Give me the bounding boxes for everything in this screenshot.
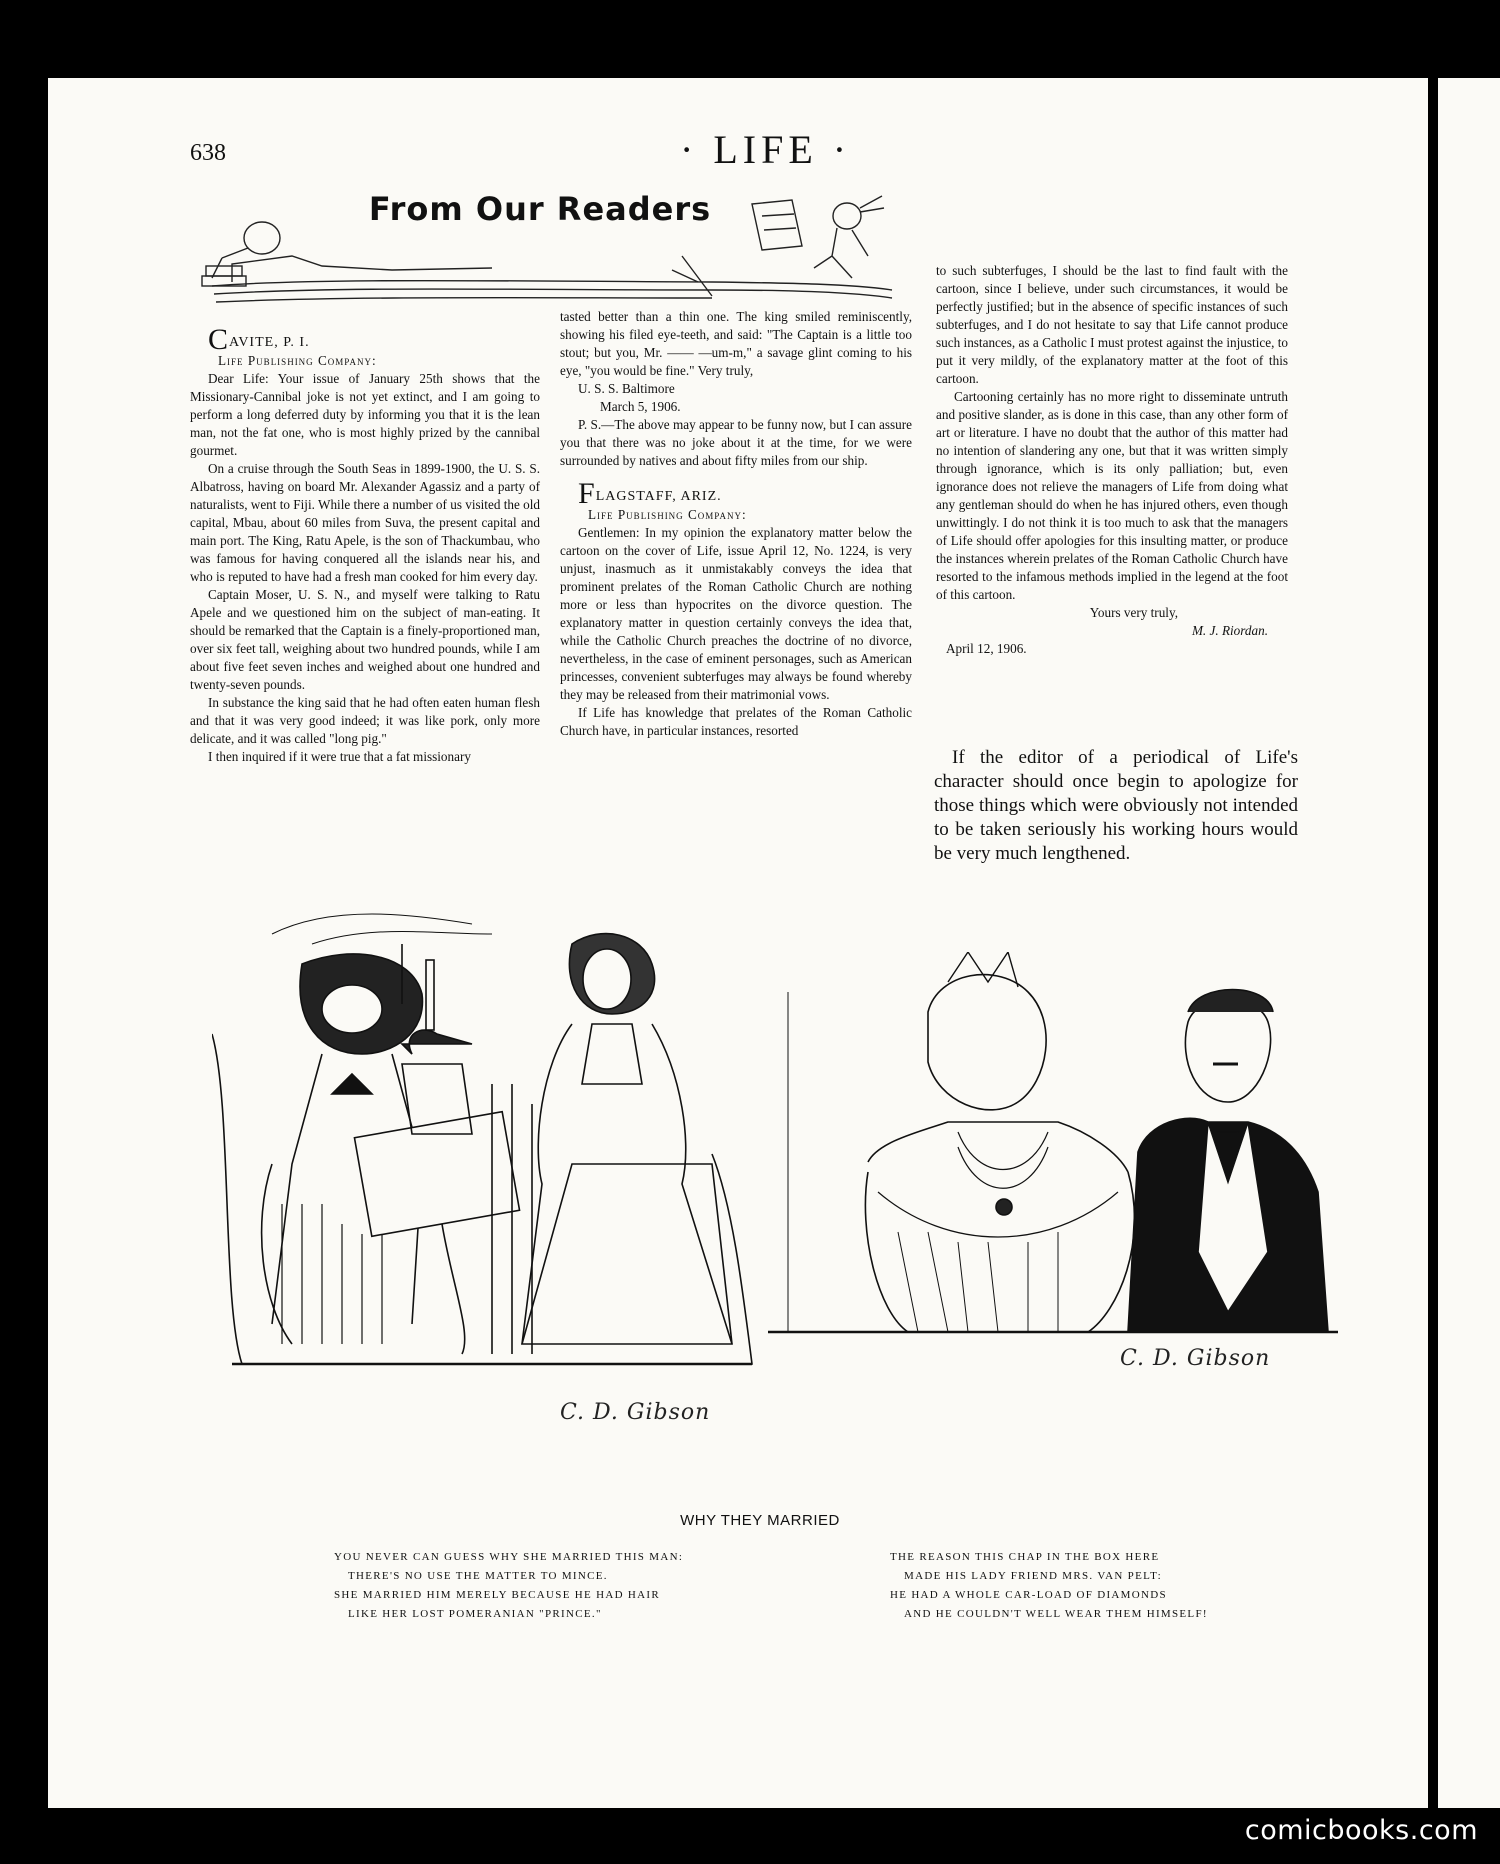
verse-line: HE HAD A WHOLE CAR-LOAD OF DIAMONDS: [890, 1589, 1167, 1601]
verse-line: AND HE COULDN'T WELL WEAR THEM HIMSELF!: [904, 1608, 1208, 1620]
letter-paragraph: Gentlemen: In my opinion the explanatory matter below the cartoon on the cover of Life, issue April 12, No. 1224, is very unjust, inasmuch as it unmistakably conveys the idea that prominent prelates of the Roman Catholic Church are nothing more or less than hypocrites on the divorce question. The explanatory matter in question certainly conveys the idea that, while the Catholic Church preaches the doctrine of no divorce, nevertheless, in the case of eminent personages, such as American princesses, convenient subterfuges may always be found whereby they may be released from their matrimonial vows.: [560, 525, 912, 702]
dateline: AVITE, P. I.: [229, 335, 310, 350]
editor-note: If the editor of a periodical of Life's character should once begin to apologize for those things which were obviously not intended to be taken seriously his working hours would be very much lengthened.: [934, 747, 1298, 864]
cartoon-title: WHY THEY MARRIED: [680, 1512, 840, 1529]
section-title: From Our Readers: [368, 190, 712, 228]
cartoon-illustration-right: [768, 952, 1348, 1340]
page-gutter: [1428, 78, 1438, 1808]
letter-paragraph: On a cruise through the South Seas in 1899-1900, the U. S. S. Albatross, having on board Mr. Alexander Agassiz and a party of naturalists, went to Fiji. While there a number of us visited the old capital, Mbau, about 60 miles from Suva, the present capital and main port. The King, Ratu Apele, is the son of Thackumbau, who was famous for having conquered all the islands near his, and who is reputed to have had a fresh man cooked for him every day.: [190, 461, 540, 584]
letter-continuation: tasted better than a thin one. The king smiled reminiscently, showing his filed eye-teeth, and said: "The Captain is a little too stout; but you, Mr. —— —um-m," a savage glint coming to his eye, "you would be fine." Very truly,: [560, 309, 912, 378]
addressee: Life Publishing Company:: [218, 353, 377, 368]
adjacent-page-edge: [1438, 78, 1500, 1808]
page-number: 638: [190, 140, 226, 166]
letter-date: April 12, 1906.: [946, 641, 1027, 656]
letter-paragraph: Captain Moser, U. S. N., and myself were talking to Ratu Apele and we questioned him on the subject of man-eating. It should be remarked that the Captain is a finely-proportioned man, over six feet tall, weighing about two hundred pounds, while I am about five feet seven inches and weighed about one hundred and twenty-seven pounds.: [190, 587, 540, 692]
letter-cavite: [190, 323, 540, 766]
letter-paragraph: In substance the king said that he had often eaten human flesh and that it was very good indeed; it was like pork, only more delicate, and it was called "long pig.": [190, 695, 540, 746]
postscript: P. S.—The above may appear to be funny now, but I can assure you that there was no joke about it at the time, for we were surrounded by natives and about fifty miles from our ship.: [560, 417, 912, 468]
artist-signature-right: C. D. Gibson: [1120, 1346, 1271, 1371]
closing: Yours very truly,: [1089, 605, 1178, 620]
letter-paragraph: I then inquired if it were true that a fat missionary: [208, 749, 471, 764]
artist-signature-left: C. D. Gibson: [560, 1400, 711, 1425]
verse-line: MADE HIS LADY FRIEND MRS. VAN PELT:: [904, 1570, 1162, 1582]
letter-paragraph: Cartooning certainly has no more right to disseminate untruth and positive slander, as is done in this case, than any other form of art or literature. I have no doubt that the author of this matter had no intention of slandering any one, but that it was written simply through ignorance, which is its only palliation; but, even ignorance does not relieve the managers of Life from doing what any gentleman should do when he has injured others, even though unwittingly. I do not think it is too much to ask that the managers of Life should offer apologies for this insulting matter, or produce the instances wherein prelates of the Roman Catholic Church have resorted to the infamous methods implied in the legend at the foot of this cartoon.: [936, 389, 1288, 602]
watermark: comicbooks.com: [1244, 1815, 1478, 1846]
verse-line: LIKE HER LOST POMERANIAN "PRINCE.": [348, 1608, 602, 1620]
column-middle: [560, 308, 912, 740]
verse-line: YOU NEVER CAN GUESS WHY SHE MARRIED THIS MAN:: [334, 1551, 684, 1563]
drop-cap: C: [208, 323, 230, 356]
letter-paragraph: If Life has knowledge that prelates of the Roman Catholic Church have, in particular instances, resorted: [560, 705, 912, 738]
letter-paragraph: to such subterfuges, I should be the last to find fault with the cartoon, since I believe, under such circumstances, it would be perfectly justified; but in the absence of specific instances of such subterfuges, and I do not hesitate to say that Life cannot produce such instances, as a Catholic I must protest against the injustice, to put it very mildly, of the explanatory matter at the foot of this cartoon.: [936, 263, 1288, 386]
verse-right: [890, 1548, 1208, 1624]
signature-ship: U. S. S. Baltimore: [578, 381, 675, 396]
verse-line: THE REASON THIS CHAP IN THE BOX HERE: [890, 1551, 1160, 1563]
verse-line: THERE'S NO USE THE MATTER TO MINCE.: [348, 1570, 608, 1582]
drop-cap: F: [578, 477, 596, 510]
signature: M. J. Riordan.: [1191, 623, 1268, 638]
verse-line: SHE MARRIED HIM MERELY BECAUSE HE HAD HAIR: [334, 1589, 660, 1601]
column-right: [936, 262, 1288, 658]
signature-date: March 5, 1906.: [600, 399, 681, 414]
dateline: LAGSTAFF, ARIZ.: [595, 489, 722, 504]
verse-left: [334, 1548, 683, 1624]
letter-paragraph: Dear Life: Your issue of January 25th shows that the Missionary-Cannibal joke is not yet extinct, and I am going to perform a long deferred duty by informing you that it is the lean man, not the fat one, who is most highly prized by the cannibal gourmet.: [190, 371, 540, 458]
cartoon-illustration-left: [212, 904, 760, 1382]
magazine-title: · LIFE ·: [680, 127, 852, 172]
addressee: Life Publishing Company:: [588, 507, 747, 522]
